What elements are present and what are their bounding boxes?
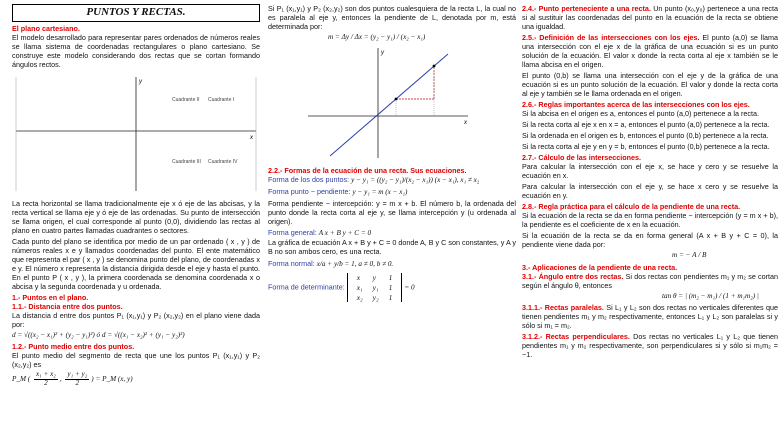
midpoint-lhs: P_M <box>12 374 26 383</box>
slope-intercept-text: Forma pendiente − intercepción: y = m x + b. El número b, la ordenada del punto donde la recta corta al eje y, se llama intercepción y (u ordenada al origen). <box>268 199 516 226</box>
section-calculo-intersecciones: 2.7.- Cálculo de las intersecciones. <box>522 153 642 162</box>
midpoint-frac-x <box>34 371 58 388</box>
quadrant-label-iii: Cuadrante III <box>172 158 201 165</box>
perpendiculares <box>522 332 778 359</box>
section-distancia: 1.1.- Distancia entre dos puntos. <box>12 301 123 311</box>
normal-label: Forma normal: <box>268 259 315 268</box>
section-reglas-intersecciones: 2.6.- Reglas importantes acerca de las intersecciones con los ejes. <box>522 100 750 109</box>
column-2 <box>268 4 516 438</box>
distancia-text: La distancia d entre dos puntos P₁ (x₁,y₁) y P₂ (x₂,y₂) en el plano viene dada por: <box>12 310 260 329</box>
quadrants-svg <box>12 73 260 195</box>
section-formas-ecuacion: 2.2.- Formas de la ecuación de una recta. Sus ecuaciones. <box>268 166 467 175</box>
determinant-matrix: x y 1 x₁ y₁ 1 x₂ y₂ 1 <box>347 273 403 302</box>
intersecciones-def-a <box>522 33 778 69</box>
svg-text:x: x <box>250 134 253 141</box>
ejes-description: La recta horizontal se llama tradicionalmente eje x ó eje de las abcisas, y la recta vertical se llama eje y ó eje de las ordenadas. Su punto de intersección se llama origen, el cual corresponde al punto (0,0), dividiendo las rectas al plano en cuatro partes llamadas cuadrantes o sectores. <box>12 198 260 235</box>
determinant-form <box>268 273 516 302</box>
column-1 <box>12 4 260 438</box>
slope-graph <box>268 44 516 162</box>
regla-4: Si la recta corta al eje y en y = b, entonces el punto (0,b) pertenece a la recta. <box>522 142 770 151</box>
paralelas <box>522 303 778 330</box>
regla-practica-a: Si la ecuación de la recta se da en forma pendiente − intercepción (y = m x + b), la pendiente es el coeficiente de x en la ecuación. <box>522 211 778 229</box>
regla-practica-b: Si la ecuación de la recta se da en forma general (A x + B y + C = 0), la pendiente viene dada por: <box>522 231 778 249</box>
document-title: PUNTOS Y RECTAS. <box>12 4 260 22</box>
two-points-label: Forma de los dos puntos: <box>268 175 350 184</box>
plano-intro: El modelo desarrollado para representar pares ordenados de números reales se llama sistema de coordenadas rectangulares o plano cartesiano. Se construye este modelo considerando dos rectas que se cortan formando ángulos rectos. <box>12 32 260 69</box>
quadrant-label-iv: Cuadrante IV <box>208 158 238 165</box>
slope-formula: m = Δy / Δx = (y₂ − y₁) / (x₂ − x₁) <box>328 33 426 41</box>
angulo-entre-rectas <box>522 272 778 290</box>
perpendiculares-text: Dos rectas no verticales L₁ y L₂ que tienen pendientes m₁ y m₂ respectivamente, son perpendiculares si y sólo si m₁m₂ = −1. <box>522 332 778 359</box>
point-p1 <box>395 98 398 101</box>
punto-perteneciente-text: Un punto (x₀,y₀) pertenece a una recta si al sustituir las coordenadas del punto en la ecuación de la recta se obtiene una igualdad. <box>522 4 778 31</box>
two-points-form <box>268 175 516 185</box>
section-punto-medio: 1.2.- Punto medio entre dos puntos. <box>12 341 135 351</box>
par-ordenado-description: Cada punto del plano se identifica por medio de un par ordenado ( x , y ) de números reales x e y llamados coordenadas del punto. El ente matemático que representa el par ( x , y ) se denomina punto del plano, de coordenadas x e y. El número x representa la distancia dirigida desde el eje y hasta el punto. En el punto P ( x , y ), la primera coordenada se denomina coordenada x o abcisa y la segunda coordenada y u ordenada. <box>12 236 260 291</box>
slope-graph-svg <box>268 44 516 162</box>
normal-formula: x/a + y/b = 1, a ≠ 0, b ≠ 0. <box>316 260 394 268</box>
distance-formula: d = √((x₂ − x₁)² + (y₂ − y₁)²) ó d = √((x₁ − x₂)² + (y₁ − y₂)²) <box>12 330 185 339</box>
point-slope-form <box>268 187 516 197</box>
punto-medio-text: El punto medio del segmento de recta que une los puntos P₁ (x₁,y₁) y P₂ (x₂,y₂) es <box>12 350 260 369</box>
section-plano-cartesiano: El plano cartesiano. <box>12 23 80 33</box>
general-formula: A x + B y + C = 0 <box>318 229 372 237</box>
paralelas-text: Si L₁ y L₂ son dos rectas no verticales diferentes que tienen pendientes m₁ y m₂ respectivamente, entonces L₁ y L₂ son paralelas si y sólo si m₁ = m₂. <box>522 303 778 330</box>
section-punto-perteneciente: 2.4.- Punto perteneciente a una recta. <box>522 4 651 13</box>
calculo-y: Para calcular la intersección con el eje y, se hace x cero y se resuelve la ecuación en y. <box>522 182 778 200</box>
interseccion-y-text: El punto (0,b) se llama una intersección con el eje y de la gráfica de una ecuación si es un punto solución de la ecuación. El valor y donde la recta corta al eje y también se le llama ordenada en el origen. <box>522 71 778 98</box>
regla-1: Si la abcisa en el origen es a, entonces el punto (a,0) pertenece a la recta. <box>522 109 759 118</box>
svg-text:y: y <box>381 50 384 56</box>
column-3 <box>522 4 778 438</box>
quadrants-figure <box>12 73 260 195</box>
midpoint-den-y: 2 <box>75 378 80 387</box>
pendiente-text: Si P₁ (x₁,y₁) y P₂ (x₂,y₂) son dos puntos cualesquiera de la recta L, la cual no es paralela al eje y, entonces la pendiente de L, denotada por m, está determinada por: <box>268 4 516 31</box>
regla-3: Si la ordenada en el origen es b, entonces el punto (0,b) pertenece a la recta. <box>522 131 769 140</box>
general-form <box>268 228 516 238</box>
section-puntos-plano: 1.- Puntos en el plano. <box>12 292 89 302</box>
general-label: Forma general: <box>268 228 317 237</box>
section-aplicaciones: 3.- Aplicaciones de la pendiente de una recta. <box>522 263 678 272</box>
determinant-label: Forma de determinante: <box>268 282 345 292</box>
quadrant-label-i: Cuadrante I <box>208 96 235 103</box>
midpoint-den-x: 2 <box>44 378 48 387</box>
svg-text:x: x <box>464 120 467 126</box>
calculo-x: Para calcular la intersección con el eje x, se hace y cero y se resuelve la ecuación en x. <box>522 162 778 180</box>
section-regla-practica: 2.8.- Regla práctica para el cálculo de la pendiente de una recta. <box>522 202 741 211</box>
section-perpendiculares: 3.1.2.- Rectas perpendiculares. <box>522 332 630 341</box>
general-form-text: La gráfica de ecuación A x + B y + C = 0 donde A, B y C son constantes, y A y B no son ambos cero, es una recta. <box>268 238 516 256</box>
midpoint-formula: P_M ( $\frac{\text{x₁ + x₂}}{2}$ , $\frac{\text{y₁ + y₂}}{2}$ ) = P_M (x, y) <box>12 369 133 387</box>
quadrant-label-ii: Cuadrante II <box>172 96 200 103</box>
midpoint-num-y: y₁ + y₂ <box>67 369 88 378</box>
section-intersecciones-def: 2.5.- Definición de las intersecciones con los ejes. <box>522 33 700 42</box>
normal-form <box>268 259 516 269</box>
interseccion-x-text: El punto (a,0) se llama una intersección con el eje x de la gráfica de una ecuación si es un punto solución de la ecuación. El valor x donde la recta corta al eje x también se le llama abcisa en el origen. <box>522 33 778 69</box>
point-slope-label: Forma punto − pendiente: <box>268 187 351 196</box>
determinant-equals: = 0 <box>404 283 415 292</box>
midpoint-num-x: x₁ + x₂ <box>35 369 56 378</box>
two-points-formula: y − y₁ = ((y₂ − y₁)/(x₂ − x₁)) (x − x₁), x₁ ≠ x₂ <box>351 176 480 184</box>
regla-2: Si la recta corta al eje x en x = a, entonces el punto (a,0) pertenece a la recta. <box>522 120 770 129</box>
midpoint-frac-y <box>65 371 89 388</box>
section-angulo: 3.1.- Ángulo entre dos rectas. <box>522 272 624 281</box>
section-paralelas: 3.1.1.- Rectas paralelas. <box>522 303 604 312</box>
point-p2 <box>433 65 436 68</box>
line-l <box>330 54 448 156</box>
midpoint-rhs: = P_M (x, y) <box>95 374 133 383</box>
angulo-text: Si dos rectas con pendientes m₁ y m₂ se cortan según el ángulo θ, entonces <box>522 272 778 290</box>
m-general-formula: m = − A / B <box>672 251 707 259</box>
svg-text:y: y <box>139 78 142 85</box>
tan-formula: tan θ = | (m₂ − m₁) / (1 + m₁m₂) | <box>662 292 759 300</box>
punto-perteneciente <box>522 4 778 31</box>
point-slope-formula: y − y₁ = m (x − x₁) <box>352 188 408 196</box>
